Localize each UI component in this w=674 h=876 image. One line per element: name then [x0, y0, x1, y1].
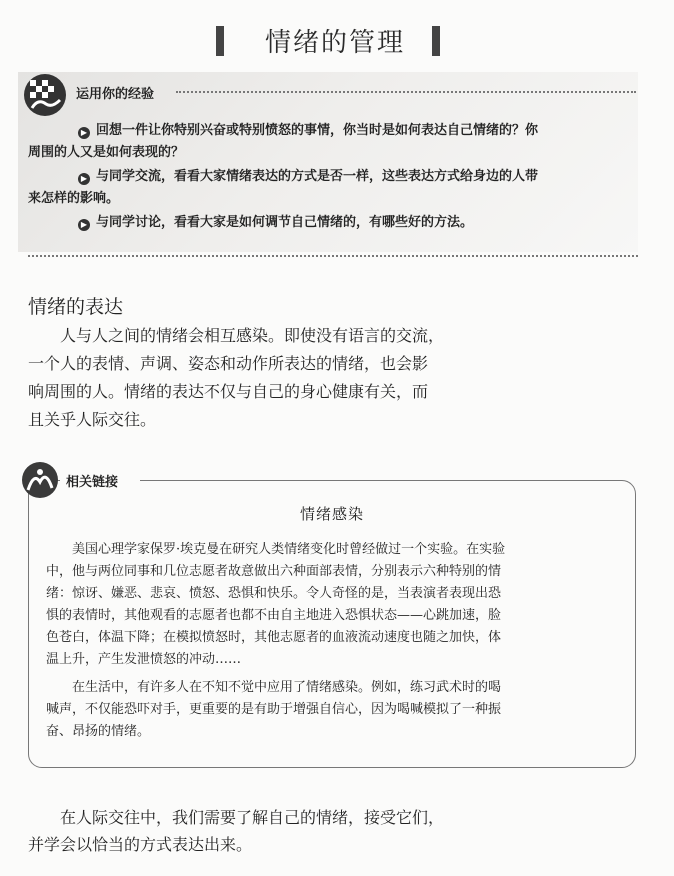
box-line: 绪：惊讶、嫌恶、悲哀、愤怒、恐惧和快乐。令人奇怪的是，当表演者表现出恐: [46, 586, 502, 601]
dotted-divider: [176, 91, 636, 93]
dotted-divider: [28, 255, 638, 257]
footer-line: 在人际交往中，我们需要了解自己的情绪，接受它们，: [60, 808, 445, 827]
box-line: 中，他与两位同事和几位志愿者故意做出六种面部表情，分别表示六种特别的情: [46, 564, 502, 579]
title-bar-left: [216, 26, 224, 56]
arrow-bullet-icon: ▶: [78, 219, 90, 231]
box-line: 惧的表情时，其他观看的志愿者也都不由自主地进入恐惧状态——心跳加速，脸: [46, 608, 502, 623]
question-1: ▶ 回想一件让你特别兴奋或特别愤怒的事情，你当时是如何表达自己情绪的？你: [28, 120, 628, 142]
experience-icon: [24, 74, 66, 116]
arrow-bullet-icon: ▶: [78, 173, 90, 185]
box-line: 喊声，不仅能恐吓对手，更重要的是有助于增强自信心，因为喝喊模拟了一种振: [46, 702, 502, 717]
section-heading: 情绪的表达: [28, 296, 124, 318]
question-1-cont: 周围的人又是如何表现的？: [28, 145, 185, 160]
box-line: 在生活中，有许多人在不知不觉中应用了情绪感染。例如，练习武术时的喝: [72, 680, 502, 695]
page-title: 情绪的管理: [264, 28, 405, 58]
related-link-icon: [22, 462, 58, 498]
body-line: 人与人之间的情绪会相互感染。即使没有语言的交流，: [60, 326, 445, 345]
experience-label: 运用你的经验: [76, 87, 155, 102]
box-line: 美国心理学家保罗·埃克曼在研究人类情绪变化时曾经做过一个实验。在实验: [72, 542, 506, 557]
footer-line: 并学会以恰当的方式表达出来。: [28, 835, 253, 854]
related-link-title: 情绪感染: [299, 505, 364, 523]
related-link-label: 相关链接: [66, 475, 119, 490]
body-line: 响周围的人。情绪的表达不仅与自己的身心健康有关，而: [28, 382, 429, 401]
title-bar-right: [432, 26, 440, 56]
body-line: 且关乎人际交往。: [28, 410, 157, 429]
arrow-bullet-icon: ▶: [78, 127, 90, 139]
question-2: ▶ 与同学交流，看看大家情绪表达的方式是否一样，这些表达方式给身边的人带: [28, 166, 628, 188]
body-line: 一个人的表情、声调、姿态和动作所表达的情绪，也会影: [28, 354, 429, 373]
box-line: 色苍白，体温下降；在模拟愤怒时，其他志愿者的血液流动速度也随之加快，体: [46, 630, 502, 645]
question-2-cont: 来怎样的影响。: [28, 191, 120, 206]
box-line: 奋、昂扬的情绪。: [46, 724, 151, 739]
question-3: ▶ 与同学讨论，看看大家是如何调节自己情绪的，有哪些好的方法。: [28, 212, 628, 234]
box-line: 温上升，产生发泄愤怒的冲动……: [46, 652, 242, 667]
